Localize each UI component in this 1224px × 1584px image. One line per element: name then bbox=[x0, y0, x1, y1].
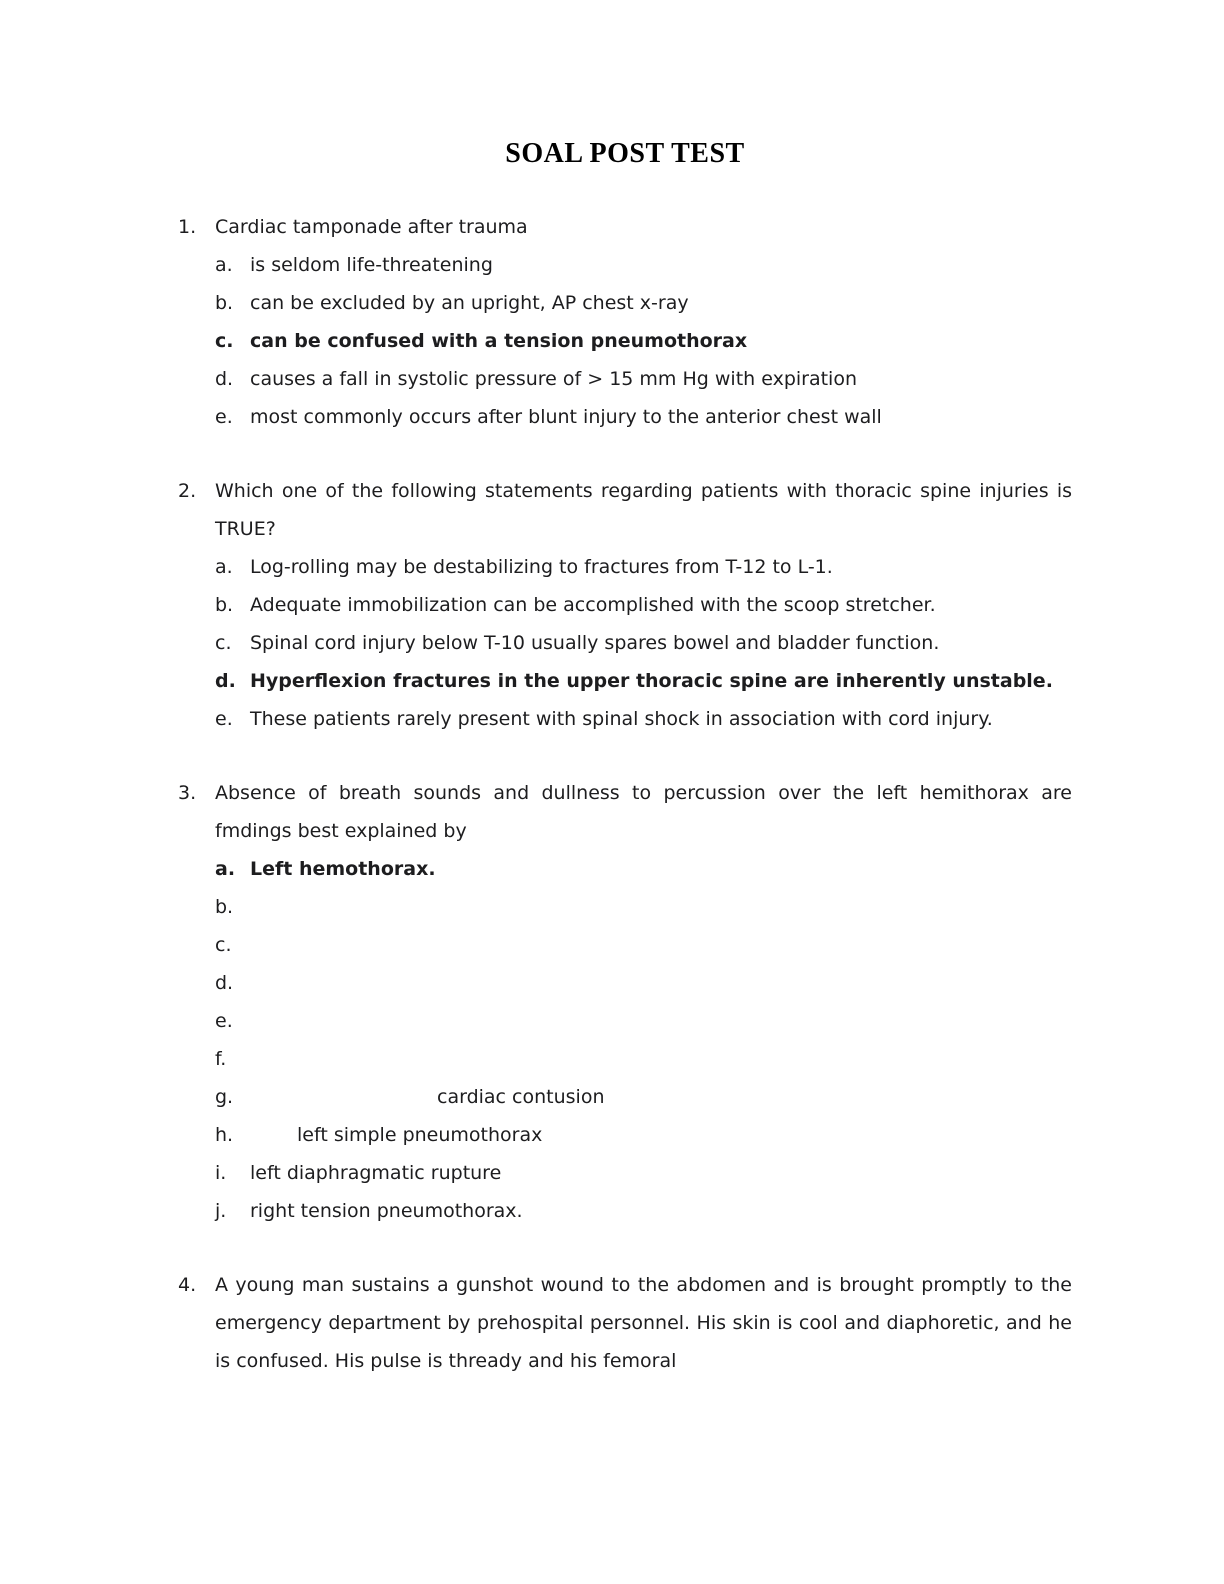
option bbox=[215, 964, 1072, 1002]
option-letter: c. bbox=[215, 934, 232, 956]
option-text: most commonly occurs after blunt injury to the anterior chest wall bbox=[250, 406, 882, 428]
option-letter: i. bbox=[215, 1162, 227, 1184]
option bbox=[215, 398, 1072, 436]
option bbox=[215, 322, 1072, 360]
option-text bbox=[250, 888, 1072, 926]
option-letter: f. bbox=[215, 1048, 227, 1070]
options-list bbox=[215, 850, 1072, 1230]
option bbox=[215, 926, 1072, 964]
options-list bbox=[215, 246, 1072, 436]
option-letter: a. bbox=[215, 556, 233, 578]
option-letter: e. bbox=[215, 1010, 233, 1032]
option bbox=[215, 1002, 1072, 1040]
option bbox=[215, 586, 1072, 624]
option-letter: d. bbox=[215, 368, 234, 390]
option bbox=[215, 1078, 1072, 1116]
page-title: SOAL POST TEST bbox=[505, 138, 745, 169]
option-text bbox=[250, 1002, 1072, 1040]
option-letter: a. bbox=[215, 858, 236, 880]
option bbox=[215, 1040, 1072, 1078]
question-row bbox=[178, 208, 1072, 246]
option-letter: b. bbox=[215, 896, 234, 918]
option-text: can be confused with a tension pneumothorax bbox=[250, 330, 748, 352]
option bbox=[215, 1116, 1072, 1154]
option bbox=[215, 1192, 1072, 1230]
option-letter: g. bbox=[215, 1086, 234, 1108]
question bbox=[178, 472, 1072, 738]
options-list bbox=[215, 548, 1072, 738]
question-row bbox=[178, 774, 1072, 850]
option bbox=[215, 1154, 1072, 1192]
question-text: Which one of the following statements regarding patients with thoracic spine injuries is TRUE? bbox=[215, 480, 1072, 540]
question-text: Cardiac tamponade after trauma bbox=[215, 216, 528, 238]
question-number: 1. bbox=[178, 216, 197, 238]
question-row bbox=[178, 1266, 1072, 1380]
option-letter: d. bbox=[215, 670, 236, 692]
option-letter: e. bbox=[215, 708, 233, 730]
question bbox=[178, 774, 1072, 1230]
question bbox=[178, 1266, 1072, 1380]
option-text: Left hemothorax. bbox=[250, 858, 436, 880]
option bbox=[215, 360, 1072, 398]
option-text bbox=[250, 926, 1072, 964]
option-text: is seldom life-threatening bbox=[250, 254, 493, 276]
option-text bbox=[250, 1040, 1072, 1078]
question-row bbox=[178, 472, 1072, 548]
option bbox=[215, 662, 1072, 700]
question bbox=[178, 208, 1072, 436]
option-letter: e. bbox=[215, 406, 233, 428]
option bbox=[215, 246, 1072, 284]
option-text: left simple pneumothorax bbox=[297, 1124, 543, 1146]
questions-list bbox=[178, 208, 1072, 1380]
option-text bbox=[250, 964, 1072, 1002]
question-text: Absence of breath sounds and dullness to percussion over the left hemithorax are fmdings best explained by bbox=[215, 782, 1072, 842]
option-text: Adequate immobilization can be accomplished with the scoop stretcher. bbox=[250, 594, 936, 616]
question-text: A young man sustains a gunshot wound to the abdomen and is brought promptly to the emergency department by prehospital personnel. His skin is cool and diaphoretic, and he is confused. His pulse is thready and his femoral bbox=[215, 1274, 1072, 1372]
option bbox=[215, 284, 1072, 322]
option-text: causes a fall in systolic pressure of > 15 mm Hg with expiration bbox=[250, 368, 858, 390]
option-letter: b. bbox=[215, 594, 234, 616]
option bbox=[215, 850, 1072, 888]
option-letter: c. bbox=[215, 632, 232, 654]
option-letter: a. bbox=[215, 254, 233, 276]
option-letter: c. bbox=[215, 330, 234, 352]
question-number: 2. bbox=[178, 480, 197, 502]
option-text: Hyperflexion fractures in the upper thoracic spine are inherently unstable. bbox=[250, 670, 1053, 692]
option-text: Spinal cord injury below T-10 usually spares bowel and bladder function. bbox=[250, 632, 940, 654]
option-letter: j. bbox=[215, 1200, 227, 1222]
option bbox=[215, 700, 1072, 738]
option-letter: b. bbox=[215, 292, 234, 314]
option-text: right tension pneumothorax. bbox=[250, 1200, 523, 1222]
option-letter: h. bbox=[215, 1124, 234, 1146]
question-number: 4. bbox=[178, 1274, 197, 1296]
option-letter: d. bbox=[215, 972, 234, 994]
option bbox=[215, 888, 1072, 926]
option-text: Log-rolling may be destabilizing to fractures from T-12 to L-1. bbox=[250, 556, 833, 578]
question-number: 3. bbox=[178, 782, 197, 804]
option-text: can be excluded by an upright, AP chest x-ray bbox=[250, 292, 689, 314]
option bbox=[215, 624, 1072, 662]
option-text: left diaphragmatic rupture bbox=[250, 1162, 502, 1184]
option-text: These patients rarely present with spinal shock in association with cord injury. bbox=[250, 708, 993, 730]
option-text: cardiac contusion bbox=[437, 1086, 605, 1108]
option bbox=[215, 548, 1072, 586]
